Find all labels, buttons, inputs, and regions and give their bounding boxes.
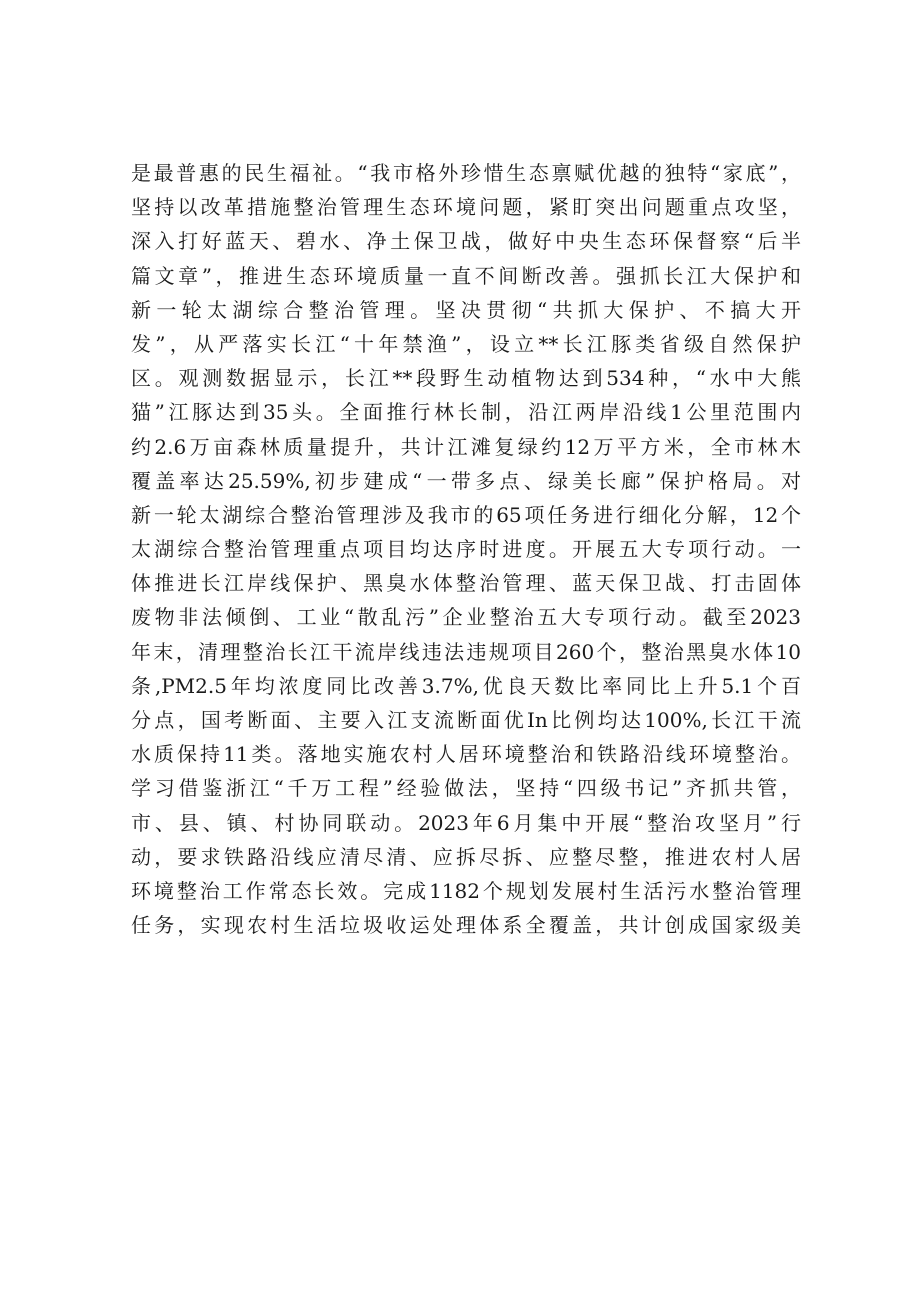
text-line: 新一轮太湖综合整治管理涉及我市的65项任务进行细化分解，12个 <box>131 502 801 527</box>
text-line: 年末，清理整治长江干流岸线违法违规项目260个，整治黑臭水体10 <box>131 639 801 664</box>
text-line: 体推进长江岸线保护、黑臭水体整治管理、蓝天保卫战、打击固体 <box>131 571 801 596</box>
text-line: 深入打好蓝天、碧水、净土保卫战，做好中央生态环保督察“后半 <box>131 229 801 254</box>
body-paragraph <box>131 156 801 942</box>
text-line: 废物非法倾倒、工业“散乱污”企业整治五大专项行动。截至2023 <box>131 605 801 630</box>
text-line: 任务，实现农村生活垃圾收运处理体系全覆盖，共计创成国家级美 <box>131 913 801 938</box>
text-line: 篇文章”，推进生态环境质量一直不间断改善。强抓长江大保护和 <box>131 263 801 288</box>
text-line: 区。观测数据显示，长江**段野生动植物达到534种，“水中大熊 <box>131 366 801 391</box>
text-line: 坚持以改革措施整治管理生态环境问题，紧盯突出问题重点攻坚， <box>131 195 801 220</box>
text-line: 猫”江豚达到35头。全面推行林长制，沿江两岸沿线1公里范围内 <box>131 400 801 425</box>
text-line: 新一轮太湖综合整治管理。坚决贯彻“共抓大保护、不搞大开 <box>131 297 801 322</box>
text-line: 太湖综合整治管理重点项目均达序时进度。开展五大专项行动。一 <box>131 537 801 562</box>
text-line: 发”，从严落实长江“十年禁渔”，设立**长江豚类省级自然保护 <box>131 331 801 356</box>
text-line: 环境整治工作常态长效。完成1182个规划发展村生活污水整治管理 <box>131 878 801 903</box>
text-line: 约2.6万亩森林质量提升，共计江滩复绿约12万平方米，全市林木 <box>131 434 801 459</box>
text-line: 学习借鉴浙江“千万工程”经验做法，坚持“四级书记”齐抓共管， <box>131 776 801 801</box>
text-line: 条,PM2.5年均浓度同比改善3.7%,优良天数比率同比上升5.1个百 <box>131 673 801 698</box>
text-line: 是最普惠的民生福祉。“我市格外珍惜生态禀赋优越的独特“家底”， <box>131 161 801 185</box>
text-line: 市、县、镇、村协同联动。2023年6月集中开展“整治攻坚月”行 <box>131 810 801 835</box>
text-line: 水质保持11类。落地实施农村人居环境整治和铁路沿线环境整治。 <box>131 742 801 767</box>
text-line: 动，要求铁路沿线应清尽清、应拆尽拆、应整尽整，推进农村人居 <box>131 844 801 869</box>
text-line: 分点，国考断面、主要入江支流断面优In比例均达100%,长江干流 <box>131 708 801 732</box>
text-line: 覆盖率达25.59%,初步建成“一带多点、绿美长廊”保护格局。对 <box>131 468 801 493</box>
